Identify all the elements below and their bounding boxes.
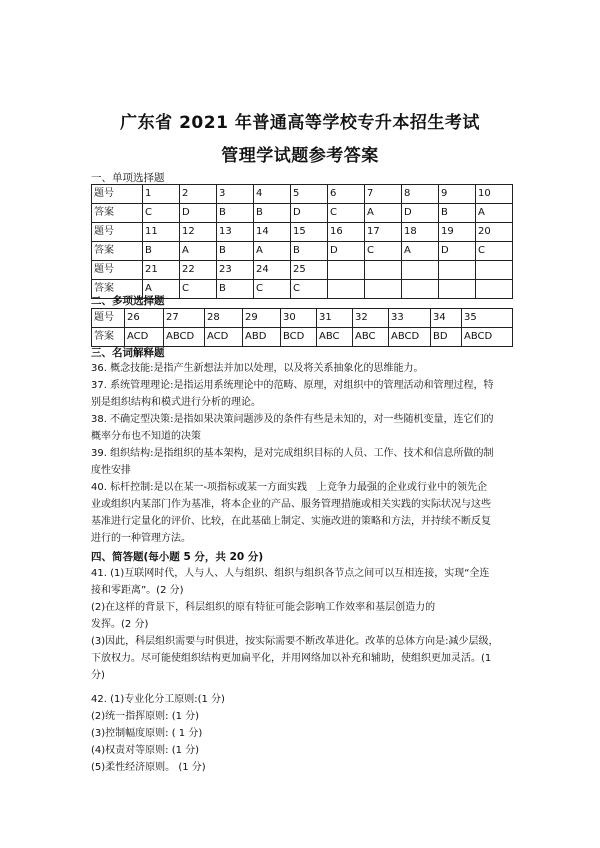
table-cell: 30 bbox=[281, 309, 317, 328]
table-cell: C bbox=[180, 280, 217, 299]
table-row bbox=[92, 185, 513, 204]
text-line: 36. 概念技能:是指产生新想法并加以处理，以及将关系抽象化的思维能力。 bbox=[91, 363, 424, 374]
table-cell: 16 bbox=[328, 223, 365, 242]
table-cell bbox=[365, 261, 402, 280]
table-cell: C bbox=[291, 280, 328, 299]
text-line: 42. (1)专业化分工原则:(1 分) bbox=[91, 694, 225, 705]
table-row bbox=[92, 261, 513, 280]
table-row bbox=[92, 309, 513, 328]
table-cell: C bbox=[143, 204, 180, 223]
table-cell: C bbox=[365, 242, 402, 261]
row-header-cell: 答案 bbox=[92, 280, 143, 299]
text-line: (2)统一指挥原则: (1 分) bbox=[91, 711, 200, 722]
table-cell bbox=[439, 261, 476, 280]
text-line: (3)因此，科层组织需要与时俱进，按实际需要不断改革进化。改革的总体方向是:减少层级， bbox=[91, 636, 499, 647]
text-line: 40. 标杆控制:是以在某一-项指标或某一方面实践 上竞争力最强的企业或行业中的领先企 bbox=[91, 482, 488, 493]
table-cell: 12 bbox=[180, 223, 217, 242]
table-cell: 7 bbox=[365, 185, 402, 204]
table-cell: 3 bbox=[217, 185, 254, 204]
table-cell: BD bbox=[431, 328, 462, 347]
table-cell: 19 bbox=[439, 223, 476, 242]
table-cell: D bbox=[291, 204, 328, 223]
table-cell: 31 bbox=[317, 309, 353, 328]
text-line: 别是组织结构和模式进行分析的理论。 bbox=[91, 397, 261, 408]
table-cell: B bbox=[254, 204, 291, 223]
text-line: 业或组织内某部门作为基准，将本企业的产品、服务管理措施或相关实践的实际状况与这些 bbox=[91, 499, 491, 510]
table-cell: 5 bbox=[291, 185, 328, 204]
table-cell: B bbox=[291, 242, 328, 261]
row-header-cell: 答案 bbox=[92, 242, 143, 261]
table-cell: B bbox=[217, 242, 254, 261]
table-cell: 35 bbox=[462, 309, 513, 328]
text-line: 接和零距离”。(2 分) bbox=[91, 585, 184, 596]
table-cell: A bbox=[476, 204, 513, 223]
text-line: 度性安排 bbox=[91, 465, 131, 476]
section3-heading: 三、名词解释题 bbox=[91, 347, 165, 359]
table-cell: 20 bbox=[476, 223, 513, 242]
table-row bbox=[92, 204, 513, 223]
table-cell: B bbox=[217, 204, 254, 223]
table-cell: 32 bbox=[353, 309, 389, 328]
table-cell: D bbox=[328, 242, 365, 261]
table-cell: 10 bbox=[476, 185, 513, 204]
table-cell: D bbox=[402, 204, 439, 223]
table-cell bbox=[402, 261, 439, 280]
table-cell: C bbox=[476, 242, 513, 261]
text-line: 39. 组织结构:是指组织的基本架构，是对完成组织目标的人员、工作、技术和信息所做的制 bbox=[91, 448, 494, 459]
table-cell: 6 bbox=[328, 185, 365, 204]
table-cell: 18 bbox=[402, 223, 439, 242]
text-line: 37. 系统管理理论:是指运用系统理论中的范畴、原理，对组织中的管理活动和管理过程，特 bbox=[91, 380, 494, 391]
table-cell: 26 bbox=[125, 309, 164, 328]
text-line: 分) bbox=[91, 670, 105, 681]
table-cell: B bbox=[143, 242, 180, 261]
table-cell: D bbox=[180, 204, 217, 223]
table-cell bbox=[328, 280, 365, 299]
table-cell: C bbox=[254, 280, 291, 299]
table-row bbox=[92, 328, 513, 347]
text-line: (2)在这样的背景下，科层组织的原有特征可能会影响工作效率和基层创造力的 bbox=[91, 602, 436, 613]
table-cell bbox=[402, 280, 439, 299]
text-line: 进行的一种管理方法。 bbox=[91, 533, 191, 544]
table-cell: BCD bbox=[281, 328, 317, 347]
section1-heading: 一、单项选择题 bbox=[91, 172, 165, 184]
text-line: 38. 不确定型决策:是指如果决策问题涉及的条件有些是未知的，对一些随机变量，连它们的 bbox=[91, 414, 494, 425]
table-cell bbox=[328, 261, 365, 280]
row-header-cell: 题号 bbox=[92, 309, 125, 328]
table-cell: 22 bbox=[180, 261, 217, 280]
row-header-cell: 题号 bbox=[92, 223, 143, 242]
table-row bbox=[92, 223, 513, 242]
table-cell: 8 bbox=[402, 185, 439, 204]
row-header-cell: 题号 bbox=[92, 261, 143, 280]
table-cell: A bbox=[365, 204, 402, 223]
table-cell: 29 bbox=[243, 309, 281, 328]
table-cell: ACD bbox=[125, 328, 164, 347]
row-header-cell: 题号 bbox=[92, 185, 143, 204]
text-line: 41. (1)互联网时代，人与人、人与组织、组织与组织各节点之间可以互相连接，实现“全连 bbox=[91, 568, 490, 579]
table-cell: 4 bbox=[254, 185, 291, 204]
table-cell: A bbox=[254, 242, 291, 261]
multiple-choice-answer-table bbox=[91, 308, 513, 347]
text-line: 发挥。(2 分) bbox=[91, 619, 149, 630]
table-row bbox=[92, 242, 513, 261]
table-cell: 21 bbox=[143, 261, 180, 280]
table-cell bbox=[439, 280, 476, 299]
table-cell: 27 bbox=[164, 309, 205, 328]
table-cell: 13 bbox=[217, 223, 254, 242]
table-cell: 17 bbox=[365, 223, 402, 242]
table-cell: 34 bbox=[431, 309, 462, 328]
table-cell: ABC bbox=[353, 328, 389, 347]
table-cell: C bbox=[328, 204, 365, 223]
text-line: (5)柔性经济原则。 (1 分) bbox=[91, 762, 206, 773]
section2-heading: 二、多项选择题 bbox=[91, 295, 165, 307]
table-cell bbox=[476, 280, 513, 299]
answer-42 bbox=[91, 691, 511, 776]
row-header-cell: 答案 bbox=[92, 204, 143, 223]
document-title: 广东省 2021 年普通高等学校专升本招生考试 bbox=[120, 113, 480, 133]
table-cell: 11 bbox=[143, 223, 180, 242]
term-definitions bbox=[91, 360, 511, 547]
table-cell: D bbox=[439, 242, 476, 261]
text-line: 基准进行定量化的评价、比较，在此基础上制定、实施改进的策略和方法，并持续不断反复 bbox=[91, 516, 491, 527]
answer-41 bbox=[91, 565, 511, 684]
text-line: 概率分布也不知道的决策 bbox=[91, 431, 201, 442]
table-cell: 2 bbox=[180, 185, 217, 204]
section4-heading: 四、简答题(每小题 5 分，共 20 分) bbox=[91, 551, 264, 563]
single-choice-answer-table bbox=[91, 184, 513, 299]
table-cell: ABC bbox=[317, 328, 353, 347]
table-cell: A bbox=[402, 242, 439, 261]
row-header-cell: 答案 bbox=[92, 328, 125, 347]
table-cell: ABD bbox=[243, 328, 281, 347]
table-cell: ACD bbox=[205, 328, 243, 347]
table-cell: B bbox=[217, 280, 254, 299]
table-cell: 33 bbox=[389, 309, 431, 328]
table-cell bbox=[476, 261, 513, 280]
text-line: 下放权力。尽可能使组织结构更加扁平化，并用网络加以补充和辅助，使组织更加灵活。(1 bbox=[91, 653, 492, 664]
table-cell: A bbox=[180, 242, 217, 261]
table-cell: 14 bbox=[254, 223, 291, 242]
table-cell: A bbox=[143, 280, 180, 299]
table-cell: ABCD bbox=[164, 328, 205, 347]
table-cell: 9 bbox=[439, 185, 476, 204]
table-cell: 23 bbox=[217, 261, 254, 280]
table-cell: ABCD bbox=[389, 328, 431, 347]
document-subtitle: 管理学试题参考答案 bbox=[221, 146, 379, 166]
table-cell: 28 bbox=[205, 309, 243, 328]
table-cell: 25 bbox=[291, 261, 328, 280]
text-line: (3)控制幅度原则: ( 1 分) bbox=[91, 728, 203, 739]
table-cell: B bbox=[439, 204, 476, 223]
table-cell: 1 bbox=[143, 185, 180, 204]
table-cell: 15 bbox=[291, 223, 328, 242]
table-cell: 24 bbox=[254, 261, 291, 280]
text-line: (4)权责对等原则: (1 分) bbox=[91, 745, 200, 756]
table-cell: ABCD bbox=[462, 328, 513, 347]
table-cell bbox=[365, 280, 402, 299]
